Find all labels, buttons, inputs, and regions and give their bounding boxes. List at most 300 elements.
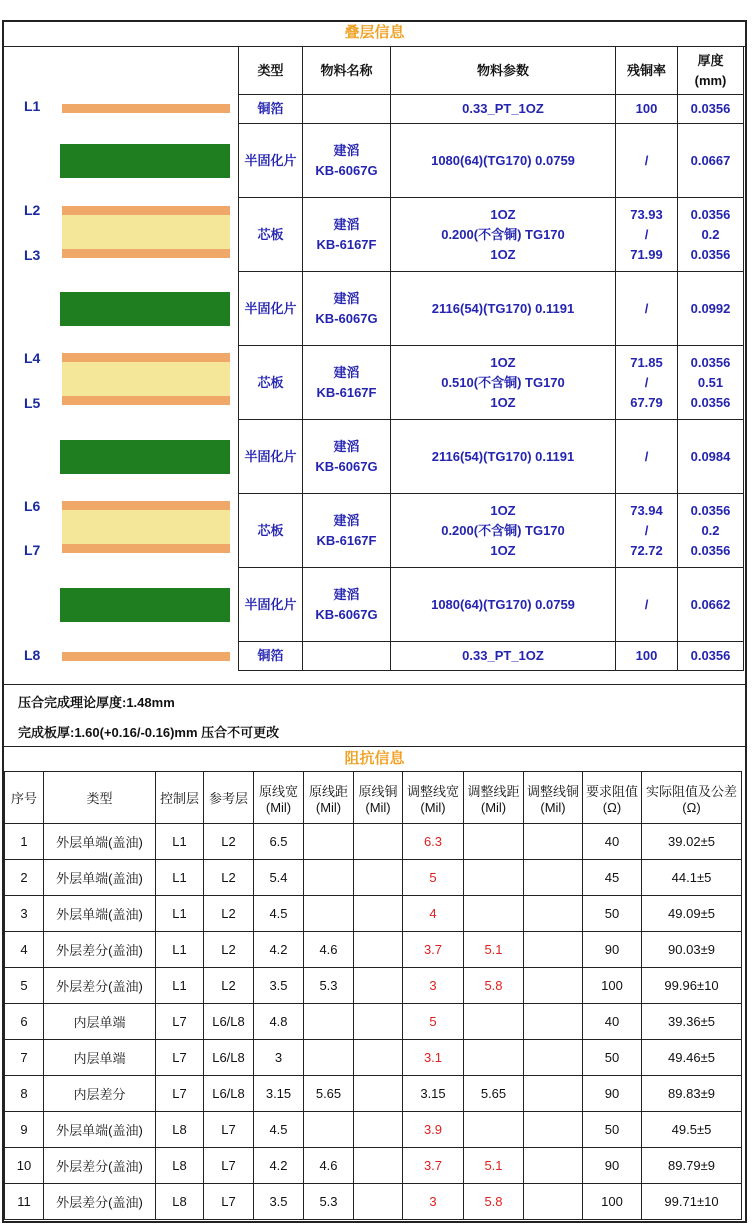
target-impedance-cell: 100 [583,1184,642,1220]
residual-line: / [644,374,649,390]
material-line: KB-6167F [316,532,377,548]
target-impedance-cell: 50 [583,1112,642,1148]
control-layer-cell: L1 [156,932,204,968]
index-cell: 5 [5,968,44,1004]
adj-copper-cell [524,1184,583,1220]
material-cell [303,95,391,124]
adj-copper-cell [524,860,583,896]
params-line: 1OZ [490,246,516,262]
orig-copper-cell [354,1112,403,1148]
adj-width-cell: 5 [403,860,464,896]
type-cell: 外层单端(盖油) [44,824,156,860]
header-text: 序号 [10,791,37,806]
stackup-header-row [239,47,744,95]
ref-layer-cell: L2 [204,860,254,896]
header-adj-copper [524,772,583,824]
ref-layer-cell: L2 [204,932,254,968]
thickness-cell: 0.0992 [678,272,744,346]
header-thickness [678,47,744,95]
residual-cell: 100 [616,95,678,124]
thickness-line: 0.2 [701,226,720,242]
orig-spacing-cell: 4.6 [304,932,354,968]
params-line: 1OZ [490,542,516,558]
type-cell: 内层单端 [44,1040,156,1076]
stackup-row [239,568,744,642]
thickness-cell [678,198,744,272]
header-orig-width [254,772,304,824]
adj-spacing-cell [464,824,524,860]
params-line: 1OZ [490,206,516,222]
stackup-row [239,494,744,568]
stackup-row [239,272,744,346]
orig-spacing-cell [304,1004,354,1040]
adj-copper-cell [524,1040,583,1076]
residual-line: 67.79 [630,394,663,410]
header-text: (Mil) [480,799,507,815]
params-cell: 2116(54)(TG170) 0.1191 [391,272,616,346]
thickness-line: 0.0356 [690,542,731,558]
orig-copper-cell [354,1148,403,1184]
core-layer [62,362,230,396]
prepreg-layer [60,588,230,622]
thickness-line: 0.0356 [690,354,731,370]
header-actual-impedance [642,772,742,824]
target-impedance-cell: 90 [583,932,642,968]
orig-width-cell: 4.8 [254,1004,304,1040]
thickness-line: 0.0356 [690,206,731,222]
target-impedance-cell: 40 [583,1004,642,1040]
actual-impedance-cell: 49.46±5 [642,1040,742,1076]
orig-copper-cell [354,968,403,1004]
header-text: (Mil) [315,799,342,815]
residual-line: 72.72 [630,542,663,558]
residual-cell: 100 [616,642,678,671]
material-line: 建滔 [333,142,360,158]
layer-label-l4: L4 [24,350,41,366]
adj-width-cell: 4 [403,896,464,932]
residual-cell: / [616,420,678,494]
control-layer-cell: L8 [156,1184,204,1220]
finished-thickness-note: 完成板厚:1.60(+0.16/-0.16)mm 压合不可更改 [18,725,280,740]
control-layer-cell: L1 [156,896,204,932]
control-layer-cell: L1 [156,860,204,896]
params-cell [391,494,616,568]
params-line: 1OZ [490,354,516,370]
adj-spacing-cell [464,1112,524,1148]
type-cell: 内层单端 [44,1004,156,1040]
impedance-header-row [5,772,742,824]
stackup-row [239,346,744,420]
adj-copper-cell [524,824,583,860]
orig-copper-cell [354,1040,403,1076]
adj-width-cell: 3.9 [403,1112,464,1148]
params-line: 1OZ [490,502,516,518]
layer-label-l8: L8 [24,647,41,663]
residual-line: 73.94 [630,502,663,518]
stackup-row [239,198,744,272]
copper-layer [62,544,230,553]
copper-layer [62,104,230,113]
copper-layer [62,396,230,405]
type-cell: 芯板 [239,198,303,272]
adj-copper-cell [524,1076,583,1112]
type-cell: 外层单端(盖油) [44,1112,156,1148]
header-thickness-line2: (mm) [694,72,727,88]
orig-spacing-cell [304,824,354,860]
copper-layer [62,652,230,661]
header-text: 原线铜 [358,783,398,799]
adj-spacing-cell: 5.8 [464,968,524,1004]
residual-cell: / [616,568,678,642]
stackup-row [239,124,744,198]
header-ref-layer [204,772,254,824]
index-cell: 3 [5,896,44,932]
type-cell: 外层差分(盖油) [44,968,156,1004]
impedance-row [5,932,742,968]
orig-width-cell: 3.15 [254,1076,304,1112]
header-text: 实际阻值及公差 [645,783,737,799]
type-cell: 外层单端(盖油) [44,896,156,932]
adj-copper-cell [524,932,583,968]
actual-impedance-cell: 49.09±5 [642,896,742,932]
adj-spacing-cell [464,896,524,932]
header-text: (Ω) [682,799,701,815]
control-layer-cell: L8 [156,1148,204,1184]
type-cell: 外层单端(盖油) [44,860,156,896]
orig-width-cell: 3 [254,1040,304,1076]
adj-width-cell: 5 [403,1004,464,1040]
adj-copper-cell [524,968,583,1004]
control-layer-cell: L7 [156,1076,204,1112]
orig-width-cell: 6.5 [254,824,304,860]
thickness-line: 0.51 [697,374,724,390]
material-line: KB-6167F [316,236,377,252]
orig-width-cell: 5.4 [254,860,304,896]
orig-width-cell: 4.5 [254,1112,304,1148]
prepreg-layer [60,440,230,474]
thickness-cell: 0.0662 [678,568,744,642]
copper-layer [62,206,230,215]
thickness-cell: 0.0984 [678,420,744,494]
header-text: 调整线铜 [526,783,579,799]
material-cell [303,124,391,198]
adj-width-cell: 3 [403,968,464,1004]
orig-copper-cell [354,1184,403,1220]
adj-spacing-cell: 5.1 [464,1148,524,1184]
orig-spacing-cell [304,860,354,896]
core-layer [62,215,230,249]
impedance-row [5,1184,742,1220]
params-cell: 1080(64)(TG170) 0.0759 [391,124,616,198]
header-text: 类型 [86,791,113,806]
orig-copper-cell [354,860,403,896]
material-line: KB-6067G [315,310,378,326]
stackup-title: 叠层信息 [2,20,747,47]
prepreg-layer [60,144,230,178]
header-orig-spacing [304,772,354,824]
target-impedance-cell: 100 [583,968,642,1004]
index-cell: 11 [5,1184,44,1220]
index-cell: 4 [5,932,44,968]
residual-line: 71.99 [630,246,663,262]
layer-label-l7: L7 [24,542,41,558]
residual-cell [616,346,678,420]
orig-spacing-cell: 4.6 [304,1148,354,1184]
orig-copper-cell [354,896,403,932]
type-cell: 铜箔 [239,642,303,671]
thickness-line: 0.2 [701,522,720,538]
header-text: 控制层 [159,791,199,806]
header-params: 物料参数 [391,47,616,95]
params-cell: 1080(64)(TG170) 0.0759 [391,568,616,642]
header-target-impedance [583,772,642,824]
thickness-cell: 0.0356 [678,95,744,124]
adj-spacing-cell [464,1040,524,1076]
header-text: 调整线距 [467,783,520,799]
impedance-row [5,860,742,896]
material-line: 建滔 [333,290,360,306]
thickness-line: 0.0356 [690,246,731,262]
adj-width-cell: 3.7 [403,1148,464,1184]
orig-copper-cell [354,824,403,860]
type-cell: 半固化片 [239,568,303,642]
impedance-row [5,1040,742,1076]
orig-spacing-cell: 5.3 [304,968,354,1004]
material-line: KB-6067G [315,606,378,622]
target-impedance-cell: 50 [583,896,642,932]
target-impedance-cell: 40 [583,824,642,860]
adj-spacing-cell [464,1004,524,1040]
adj-width-cell: 3.15 [403,1076,464,1112]
index-cell: 9 [5,1112,44,1148]
target-impedance-cell: 90 [583,1148,642,1184]
orig-spacing-cell [304,1040,354,1076]
impedance-row [5,1112,742,1148]
adj-spacing-cell: 5.1 [464,932,524,968]
ref-layer-cell: L2 [204,968,254,1004]
params-line: 0.200(不含铜) TG170 [441,522,565,538]
ref-layer-cell: L2 [204,824,254,860]
ref-layer-cell: L2 [204,896,254,932]
header-index [5,772,44,824]
impedance-table [4,771,742,1220]
control-layer-cell: L7 [156,1004,204,1040]
copper-layer [62,353,230,362]
type-cell: 内层差分 [44,1076,156,1112]
type-cell: 外层差分(盖油) [44,1148,156,1184]
core-layer [62,510,230,544]
stackup-row [239,642,744,671]
header-text: 要求阻值 [585,783,638,799]
header-material: 物料名称 [303,47,391,95]
index-cell: 10 [5,1148,44,1184]
impedance-row [5,896,742,932]
impedance-row [5,968,742,1004]
copper-layer [62,501,230,510]
thickness-cell: 0.0667 [678,124,744,198]
params-cell [391,198,616,272]
index-cell: 6 [5,1004,44,1040]
index-cell: 7 [5,1040,44,1076]
params-line: 1OZ [490,394,516,410]
thickness-line: 0.0356 [690,394,731,410]
stackup-row [239,95,744,124]
header-text: 原线宽 [258,783,298,799]
orig-spacing-cell [304,1112,354,1148]
material-cell [303,272,391,346]
material-line: KB-6067G [315,162,378,178]
material-line: KB-6067G [315,458,378,474]
residual-line: 71.85 [630,354,663,370]
adj-copper-cell [524,896,583,932]
index-cell: 2 [5,860,44,896]
header-text: 原线距 [308,783,348,799]
material-cell [303,346,391,420]
orig-width-cell: 4.5 [254,896,304,932]
material-cell [303,420,391,494]
type-cell: 半固化片 [239,420,303,494]
adj-spacing-cell [464,860,524,896]
layer-label-l6: L6 [24,498,41,514]
actual-impedance-cell: 44.1±5 [642,860,742,896]
params-line: 0.200(不含铜) TG170 [441,226,565,242]
header-text: (Ω) [602,799,622,815]
orig-spacing-cell [304,896,354,932]
type-cell: 铜箔 [239,95,303,124]
header-type [44,772,156,824]
ref-layer-cell: L6/L8 [204,1076,254,1112]
ref-layer-cell: L7 [204,1112,254,1148]
ref-layer-cell: L6/L8 [204,1004,254,1040]
params-line: 0.510(不含铜) TG170 [441,374,565,390]
target-impedance-cell: 90 [583,1076,642,1112]
actual-impedance-cell: 99.71±10 [642,1184,742,1220]
material-line: KB-6167F [316,384,377,400]
orig-width-cell: 4.2 [254,1148,304,1184]
layer-label-l5: L5 [24,395,41,411]
material-line: 建滔 [333,438,360,454]
layer-label-l3: L3 [24,247,41,263]
adj-width-cell: 3.7 [403,932,464,968]
adj-width-cell: 6.3 [403,824,464,860]
header-orig-copper [354,772,403,824]
header-text: (Mil) [365,799,391,815]
residual-cell [616,494,678,568]
actual-impedance-cell: 39.02±5 [642,824,742,860]
residual-cell: / [616,272,678,346]
orig-width-cell: 3.5 [254,1184,304,1220]
header-adj-width [403,772,464,824]
theoretical-thickness-note: 压合完成理论厚度:1.48mm [18,695,175,710]
params-cell [391,346,616,420]
index-cell: 1 [5,824,44,860]
params-cell: 0.33_PT_1OZ [391,642,616,671]
params-cell: 0.33_PT_1OZ [391,95,616,124]
orig-width-cell: 3.5 [254,968,304,1004]
prepreg-layer [60,292,230,326]
type-cell: 外层差分(盖油) [44,1184,156,1220]
ref-layer-cell: L7 [204,1184,254,1220]
control-layer-cell: L1 [156,824,204,860]
material-line: 建滔 [333,216,360,232]
adj-width-cell: 3 [403,1184,464,1220]
residual-line: / [644,522,649,538]
type-cell: 半固化片 [239,272,303,346]
material-cell [303,198,391,272]
material-cell [303,494,391,568]
residual-cell [616,198,678,272]
header-type: 类型 [239,47,303,95]
orig-width-cell: 4.2 [254,932,304,968]
ref-layer-cell: L7 [204,1148,254,1184]
adj-copper-cell [524,1112,583,1148]
adj-copper-cell [524,1148,583,1184]
orig-spacing-cell: 5.3 [304,1184,354,1220]
header-text: 参考层 [208,791,248,806]
stackup-row [239,420,744,494]
ref-layer-cell: L6/L8 [204,1040,254,1076]
material-cell [303,642,391,671]
orig-spacing-cell: 5.65 [304,1076,354,1112]
control-layer-cell: L7 [156,1040,204,1076]
params-cell: 2116(54)(TG170) 0.1191 [391,420,616,494]
header-residual: 残铜率 [616,47,678,95]
header-adj-spacing [464,772,524,824]
actual-impedance-cell: 99.96±10 [642,968,742,1004]
actual-impedance-cell: 89.79±9 [642,1148,742,1184]
header-text: (Mil) [540,799,566,815]
residual-cell: / [616,124,678,198]
residual-line: 73.93 [630,206,663,222]
header-text: (Mil) [265,799,292,815]
header-text: (Mil) [420,799,446,815]
impedance-row [5,1076,742,1112]
adj-width-cell: 3.1 [403,1040,464,1076]
adj-copper-cell [524,1004,583,1040]
adj-spacing-cell: 5.65 [464,1076,524,1112]
index-cell: 8 [5,1076,44,1112]
impedance-row [5,1004,742,1040]
divider [2,684,747,685]
header-thickness-line1: 厚度 [697,52,724,68]
header-control-layer [156,772,204,824]
thickness-cell: 0.0356 [678,642,744,671]
thickness-cell [678,346,744,420]
actual-impedance-cell: 49.5±5 [642,1112,742,1148]
impedance-row [5,1148,742,1184]
target-impedance-cell: 50 [583,1040,642,1076]
stackup-diagram [4,46,238,684]
material-line: 建滔 [333,512,360,528]
impedance-row [5,824,742,860]
header-text: 调整线宽 [406,783,459,799]
copper-layer [62,249,230,258]
type-cell: 半固化片 [239,124,303,198]
control-layer-cell: L8 [156,1112,204,1148]
layer-label-l2: L2 [24,202,41,218]
material-line: 建滔 [333,364,360,380]
orig-copper-cell [354,1076,403,1112]
type-cell: 外层差分(盖油) [44,932,156,968]
actual-impedance-cell: 90.03±9 [642,932,742,968]
type-cell: 芯板 [239,494,303,568]
actual-impedance-cell: 39.36±5 [642,1004,742,1040]
adj-spacing-cell: 5.8 [464,1184,524,1220]
thickness-cell [678,494,744,568]
actual-impedance-cell: 89.83±9 [642,1076,742,1112]
orig-copper-cell [354,932,403,968]
residual-line: / [644,226,649,242]
